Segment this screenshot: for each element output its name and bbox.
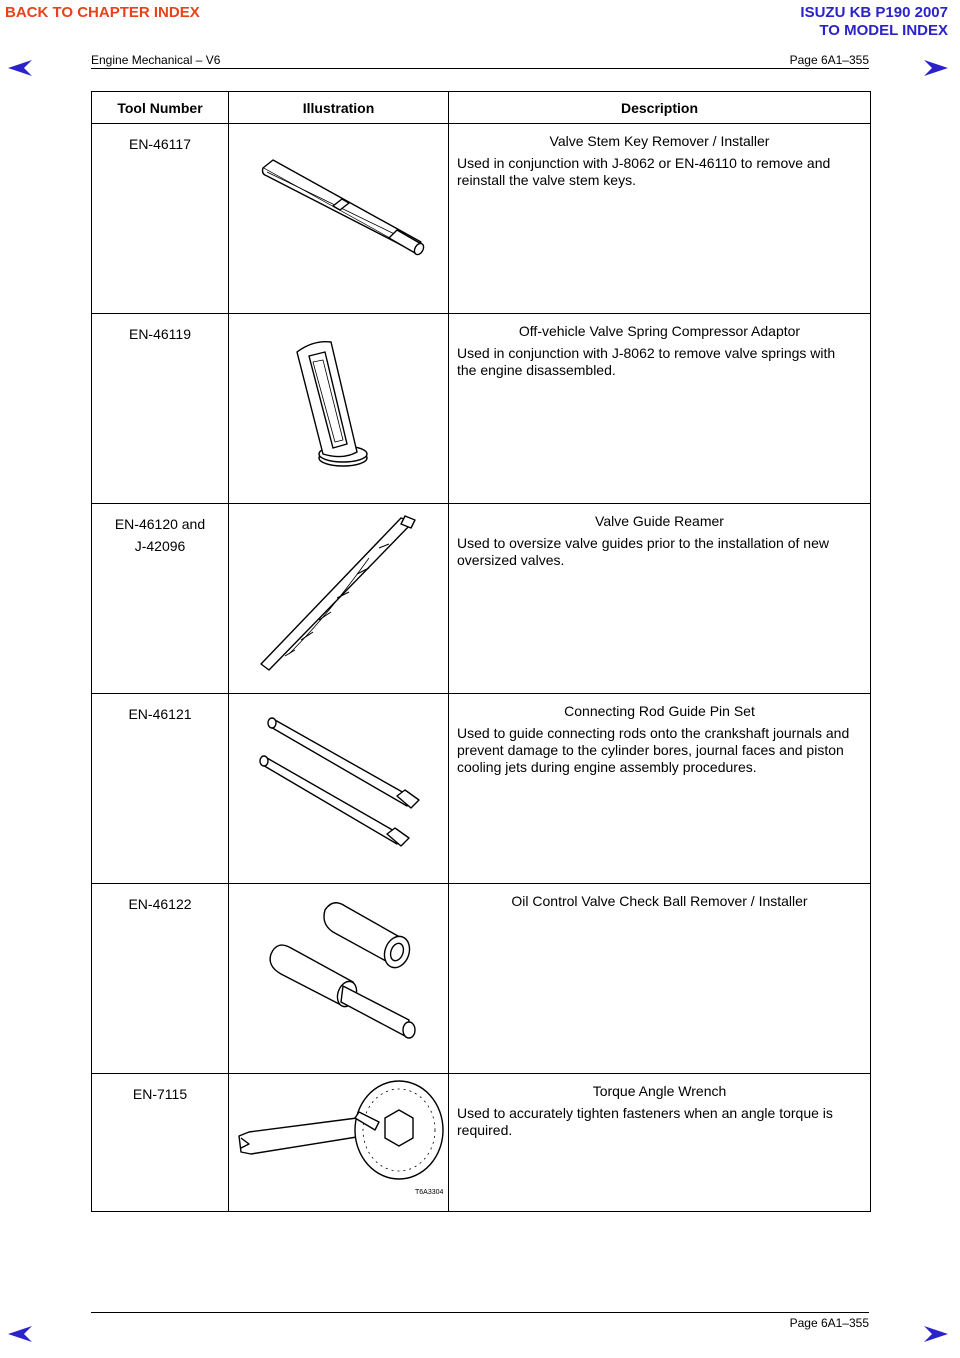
tool-title: Connecting Rod Guide Pin Set: [564, 703, 755, 719]
model-index-link[interactable]: [800, 4, 948, 40]
tool-description: Used to oversize valve guides prior to the installation of new oversized valves.: [457, 535, 829, 568]
valve-stem-key-remover-illustration: [229, 124, 449, 304]
table-row: [92, 124, 871, 314]
col-header-description: Description: [449, 92, 871, 124]
tool-title: Off-vehicle Valve Spring Compressor Adaptor: [518, 323, 801, 339]
valve-spring-compressor-adaptor-illustration: [229, 314, 449, 494]
page-number-top: Page 6A1–355: [789, 53, 869, 67]
figure-code: T6A3304: [415, 1189, 444, 1196]
previous-page-arrow-icon[interactable]: [6, 58, 34, 78]
tool-title: Valve Stem Key Remover / Installer: [549, 133, 770, 149]
tool-number-cell: [92, 884, 229, 1074]
connecting-rod-guide-pins-illustration: [229, 694, 449, 874]
table-row: [92, 1074, 871, 1212]
table-row: [92, 694, 871, 884]
illustration-cell: [229, 504, 449, 694]
description-cell: [449, 694, 871, 884]
model-name: ISUZU KB P190 2007: [800, 4, 948, 21]
tool-description: Used in conjunction with J-8062 to remove valve springs with the engine disassembled.: [457, 345, 836, 378]
previous-page-arrow-icon[interactable]: [6, 1324, 34, 1344]
section-title: Engine Mechanical – V6: [91, 53, 221, 67]
illustration-cell: [229, 124, 449, 314]
description-cell: [449, 124, 871, 314]
footer-rule: [91, 1312, 869, 1313]
tool-number: EN-46120 and: [114, 516, 206, 532]
col-header-illustration: Illustration: [229, 92, 449, 124]
table-row: [92, 504, 871, 694]
page-number-bottom: Page 6A1–355: [789, 1316, 869, 1330]
tool-number: EN-46121: [128, 706, 192, 722]
tool-title: Oil Control Valve Check Ball Remover / Installer: [511, 893, 808, 909]
torque-angle-wrench-illustration: [229, 1074, 449, 1202]
tool-number: EN-46117: [128, 136, 191, 152]
tool-number-cell: [92, 314, 229, 504]
description-cell: [449, 1074, 871, 1212]
tool-number: EN-7115: [132, 1086, 188, 1102]
valve-guide-reamer-illustration: [229, 504, 449, 684]
tool-number: EN-46119: [128, 326, 191, 342]
table-header-row: [92, 92, 871, 124]
back-to-chapter-index-link[interactable]: BACK TO CHAPTER INDEX: [5, 4, 200, 21]
special-tools-table: [91, 91, 871, 1212]
col-header-tool-number: Tool Number: [92, 92, 229, 124]
tool-number-cell: [92, 1074, 229, 1212]
description-cell: [449, 884, 871, 1074]
tool-title: Valve Guide Reamer: [595, 513, 724, 529]
tool-title: Torque Angle Wrench: [592, 1083, 727, 1099]
table-row: [92, 314, 871, 504]
tool-description: Used to accurately tighten fasteners when an angle torque is required.: [457, 1105, 833, 1138]
to-model-index-label: TO MODEL INDEX: [819, 22, 948, 39]
illustration-cell: [229, 884, 449, 1074]
illustration-cell: [229, 314, 449, 504]
next-page-arrow-icon[interactable]: [922, 1324, 950, 1344]
tool-number-cell: [92, 124, 229, 314]
illustration-cell: [229, 694, 449, 884]
description-cell: [449, 504, 871, 694]
illustration-cell: [229, 1074, 449, 1212]
next-page-arrow-icon[interactable]: [922, 58, 950, 78]
tool-number: EN-46122: [128, 896, 192, 912]
tool-number-alt: J-42096: [134, 538, 186, 554]
table-row: [92, 884, 871, 1074]
tool-description: Used to guide connecting rods onto the crankshaft journals and prevent damage to the cylinder bores, journal faces and piston cooling jets during engine assembly procedures.: [457, 725, 850, 775]
header-rule: [91, 68, 869, 69]
tool-number-cell: [92, 694, 229, 884]
oil-control-valve-check-ball-tool-illustration: [229, 884, 449, 1064]
description-cell: [449, 314, 871, 504]
tool-description: Used in conjunction with J-8062 or EN-46110 to remove and reinstall the valve stem keys.: [457, 155, 831, 188]
tool-number-cell: [92, 504, 229, 694]
